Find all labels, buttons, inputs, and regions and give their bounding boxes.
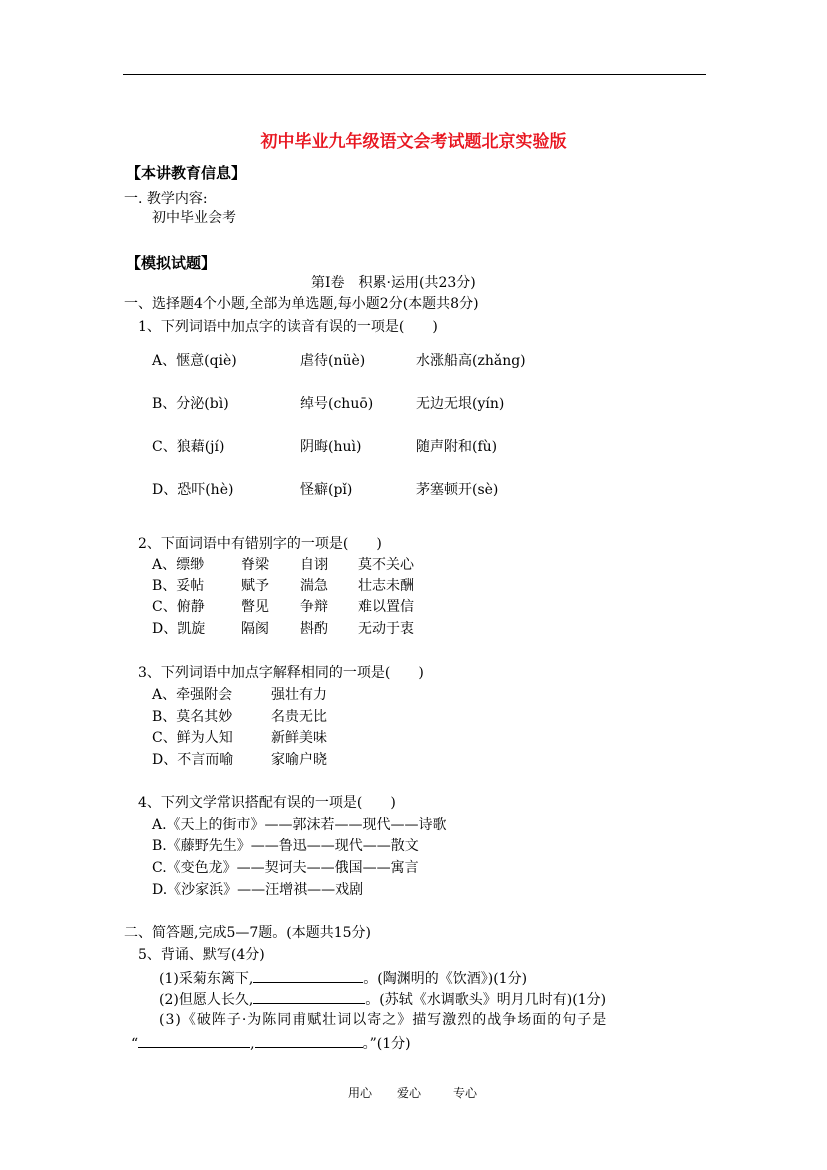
q4-option-d: D.《沙家浜》——汪增祺——戏剧 [152,882,364,898]
section-1-heading: 一、选择题4个小题,全部为单选题,每小题2分(本题共8分) [124,296,479,312]
q2-option-a-3: 自诩 [300,557,328,573]
q2-option-a-2: 脊梁 [241,557,269,573]
q2-option-c-1: C、俯静 [152,599,205,615]
q5-line-2-suffix: 。(苏轼《水调歌头》明月几时有)(1分) [365,992,607,1008]
q2-option-d-2: 隔阂 [241,621,269,637]
q1-option-b-3: 无边无垠(yín) [416,396,505,412]
answer-blank[interactable] [253,991,365,1004]
q1-option-c-1: C、狼藉(jí) [152,439,225,455]
q2-option-a-4: 莫不关心 [358,557,414,573]
q4-stem: 4、下列文学常识搭配有误的一项是( ) [138,795,396,811]
q2-option-b-1: B、妥帖 [152,578,205,594]
q5-line-2-prefix: (2)但愿人长久, [159,992,254,1008]
answer-blank[interactable] [253,970,363,983]
q5-line-2 [159,991,606,1007]
q3-option-b-2: 名贵无比 [271,709,327,725]
q5-stem: 5、背诵、默写(4分) [138,947,265,963]
q3-option-d-1: D、不言而喻 [152,752,234,768]
info-item-1-detail: 初中毕业会考 [152,210,236,226]
q2-option-b-4: 壮志未酬 [358,578,414,594]
q3-option-c-1: C、鲜为人知 [152,730,233,746]
q1-stem: 1、下列词语中加点字的读音有误的一项是( ) [138,319,438,335]
q2-option-b-3: 湍急 [300,578,328,594]
q3-option-b-1: B、莫名其妙 [152,709,233,725]
q2-stem: 2、下面词语中有错别字的一项是( ) [138,536,382,552]
document-title: 初中毕业九年级语文会考试题北京实验版 [260,132,567,152]
q3-stem: 3、下列词语中加点字解释相同的一项是( ) [138,665,424,681]
footer-text-3: 专心 [453,1086,478,1100]
q2-option-d-1: D、凯旋 [152,621,206,637]
info-item-1: 一. 教学内容: [124,191,208,207]
volume-title: 第Ⅰ卷 积累·运用(共23分) [311,275,476,291]
q5-line-3: (3)《破阵子·为陈同甫赋壮词以寄之》描写激烈的战争场面的句子是 [159,1012,608,1028]
q2-option-d-3: 斟酌 [300,621,328,637]
q5-line-4-open-quote: “ [131,1036,139,1052]
q1-option-a-3: 水涨船高(zhǎng) [416,353,526,369]
q3-option-a-2: 强壮有力 [271,687,327,703]
q5-line-1-prefix: (1)采菊东篱下, [159,971,254,987]
q5-line-4 [131,1035,411,1051]
q2-option-a-1: A、缥缈 [152,557,205,573]
q4-option-b: B.《藤野先生》——鲁迅——现代——散文 [152,838,419,854]
q4-option-a: A.《天上的街市》——郭沫若——现代——诗歌 [152,817,447,833]
answer-blank[interactable] [255,1035,363,1048]
q4-option-c: C.《变色龙》——契诃夫——俄国——寓言 [152,860,419,876]
q2-option-c-4: 难以置信 [358,599,414,615]
q5-line-4-suffix: 。”(1分) [362,1036,411,1052]
q5-line-4-comma: , [250,1036,255,1052]
q1-option-b-2: 绰号(chuō) [300,396,374,412]
q5-line-1-suffix: 。(陶渊明的《饮酒》)(1分) [363,971,528,987]
footer-text-1: 用心 [348,1086,373,1100]
q5-line-1 [159,970,527,986]
q1-option-d-2: 怪癖(pǐ) [300,482,353,498]
section-2-heading: 二、简答题,完成5—7题。(本题共15分) [124,925,372,941]
q1-option-d-1: D、恐吓(hè) [152,482,234,498]
q1-option-c-2: 阴晦(huì) [300,439,362,455]
q1-option-a-2: 虐待(nüè) [300,353,366,369]
q1-option-c-3: 随声附和(fù) [416,439,498,455]
q1-option-b-1: B、分泌(bì) [152,396,229,412]
q3-option-a-1: A、牵强附会 [152,687,233,703]
q1-option-d-3: 茅塞顿开(sè) [416,482,499,498]
footer-text-2: 爱心 [397,1086,422,1100]
mock-heading: 【模拟试题】 [126,254,217,272]
q2-option-c-3: 争辩 [300,599,328,615]
q2-option-d-4: 无动于衷 [358,621,414,637]
q2-option-c-2: 瞥见 [241,599,269,615]
answer-blank[interactable] [138,1035,250,1048]
q3-option-c-2: 新鲜美味 [271,730,327,746]
info-heading: 【本讲教育信息】 [126,164,247,182]
q2-option-b-2: 赋予 [241,578,269,594]
q1-option-a-1: A、惬意(qiè) [152,353,237,369]
header-rule [123,74,706,75]
q3-option-d-2: 家喻户晓 [271,752,327,768]
